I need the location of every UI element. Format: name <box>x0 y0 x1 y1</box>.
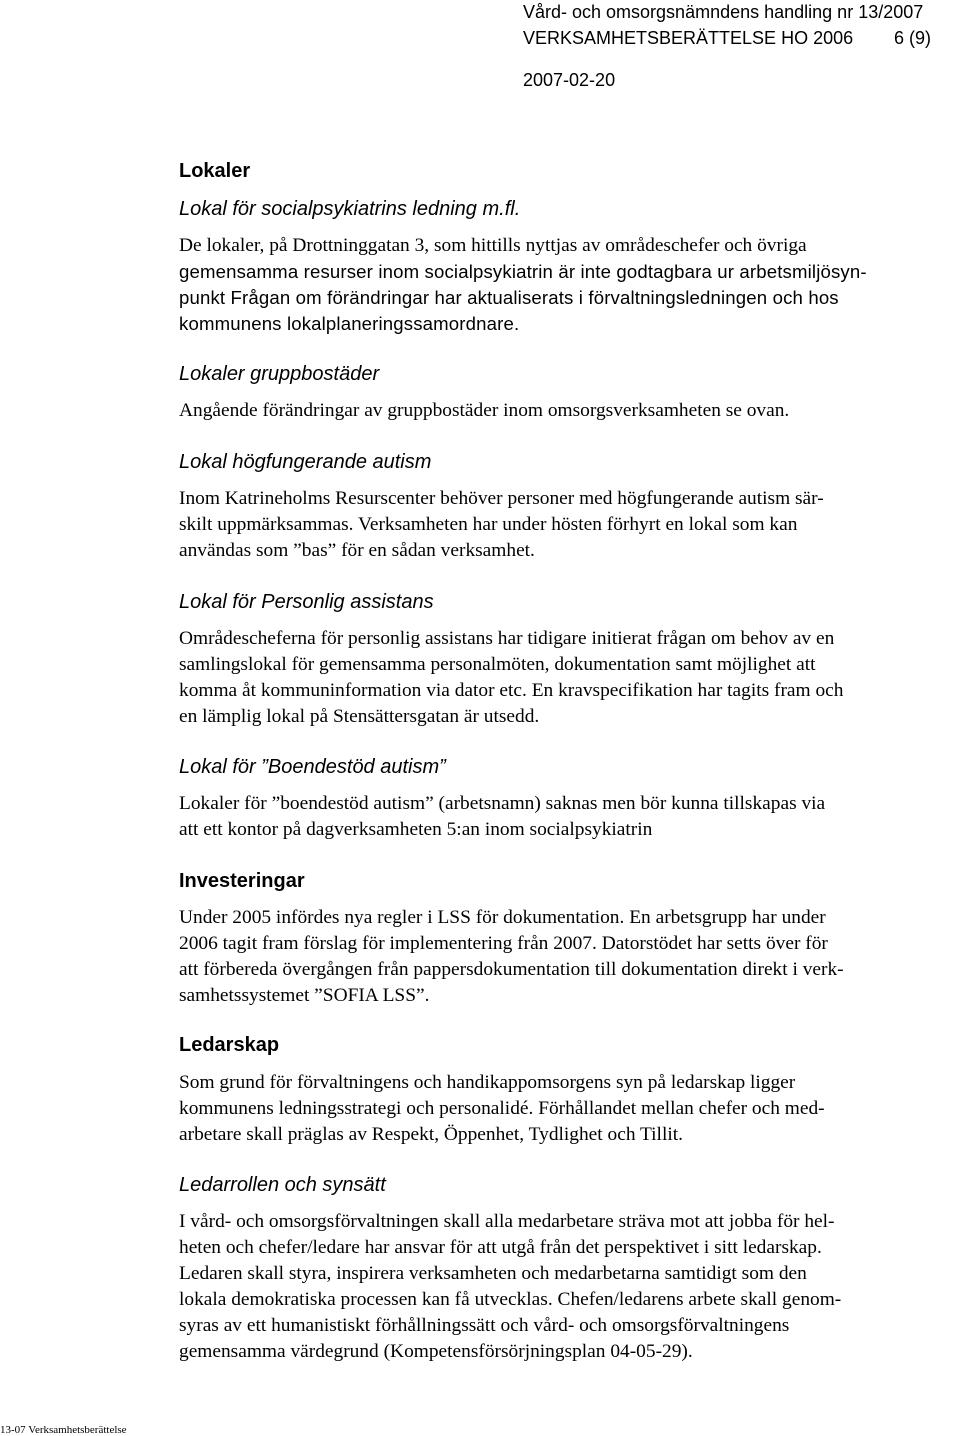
document-title: Vård- och omsorgsnämndens handling nr 13/2007 <box>523 2 924 22</box>
paragraph-investeringar <box>179 905 949 1009</box>
paragraph-boendestod-autism <box>179 791 949 843</box>
page-number: 6 (9) <box>894 28 932 48</box>
subheading-personlig-assistans: Lokal för Personlig assistans <box>179 591 434 613</box>
text-line: heten och chefer/ledare har ansvar för att utgå från det perspektivet i sitt ledarskap. <box>179 1237 822 1258</box>
heading-ledarskap: Ledarskap <box>179 1034 280 1056</box>
text-line: en lämplig lokal på Stensättersgatan är utsedd. <box>179 706 540 727</box>
text-line: Ledaren skall styra, inspirera verksamheten och medarbetarna samtidigt som den <box>179 1263 807 1284</box>
text-line: Områdescheferna för personlig assistans har tidigare initierat frågan om behov av en <box>179 628 835 649</box>
subheading-socialpsykiatri-lokal: Lokal för socialpsykiatrins ledning m.fl. <box>179 198 521 220</box>
text-line: kommunens ledningsstrategi och personalidé. Förhållandet mellan chefer och med- <box>179 1098 825 1119</box>
text-line: samhetssystemet ”SOFIA LSS”. <box>179 985 430 1006</box>
text-line: gemensamma värdegrund (Kompetensförsörjningsplan 04-05-29). <box>179 1341 693 1362</box>
subheading-gruppbostader: Lokaler gruppbostäder <box>179 363 380 385</box>
text-line: De lokaler, på Drottninggatan 3, som hittills nyttjas av områdeschefer och övriga <box>179 235 807 256</box>
heading-lokaler: Lokaler <box>179 160 251 182</box>
text-line: användas som ”bas” för en sådan verksamhet. <box>179 540 535 561</box>
text-line: Angående förändringar av gruppbostäder inom omsorgsverksamheten se ovan. <box>179 400 790 421</box>
text-line: Inom Katrineholms Resurscenter behöver personer med högfungerande autism sär- <box>179 488 824 509</box>
text-line: att förbereda övergången från pappersdokumentation till dokumentation direkt i verk- <box>179 959 844 980</box>
text-line: arbetare skall präglas av Respekt, Öppenhet, Tydlighet och Tillit. <box>179 1124 683 1145</box>
subheading-ledarrollen: Ledarrollen och synsätt <box>179 1174 386 1196</box>
page-footer: 13-07 Verksamhetsberättelse <box>0 1424 127 1436</box>
text-line: Som grund för förvaltningens och handikappomsorgens syn på ledarskap ligger <box>179 1072 796 1093</box>
paragraph-gruppbostader <box>179 398 949 424</box>
text-line: samlingslokal för gemensamma personalmöten, dokumentation samt möjlighet att <box>179 654 816 675</box>
text-line: att ett kontor på dagverksamheten 5:an inom socialpsykiatrin <box>179 819 653 840</box>
text-line: syras av ett humanistiskt förhållningssätt och vård- och omsorgsförvaltningens <box>179 1315 790 1336</box>
text-line: 2006 tagit fram förslag för implementering från 2007. Datorstödet har setts över för <box>179 933 828 954</box>
paragraph-hogfungerande-autism <box>179 486 949 564</box>
text-line: Lokaler för ”boendestöd autism” (arbetsnamn) saknas men bör kunna tillskapas via <box>179 793 826 814</box>
text-line: lokala demokratiska processen kan få utvecklas. Chefen/ledarens arbete skall genom- <box>179 1289 842 1310</box>
paragraph-ledarskap <box>179 1070 949 1148</box>
text-line: skilt uppmärksammas. Verksamheten har under hösten förhyrt en lokal som kan <box>179 514 798 535</box>
subheading-hogfungerande-autism: Lokal högfungerande autism <box>179 451 432 473</box>
heading-investeringar: Investeringar <box>179 870 305 892</box>
document-date: 2007-02-20 <box>523 70 616 90</box>
paragraph-socialpsykiatri-lokal <box>179 233 949 337</box>
text-line: komma åt kommuninformation via dator etc. En kravspecifikation har tagits fram och <box>179 680 844 701</box>
report-title: VERKSAMHETSBERÄTTELSE HO 2006 <box>523 28 854 48</box>
text-line: Under 2005 infördes nya regler i LSS för dokumentation. En arbetsgrupp har under <box>179 907 826 928</box>
text-line: kommunens lokalplaneringssamordnare. <box>179 313 520 334</box>
text-line: punkt Frågan om förändringar har aktualiserats i förvaltningsledningen och hos <box>179 287 839 308</box>
subheading-boendestod-autism: Lokal för ”Boendestöd autism” <box>179 756 446 778</box>
text-line: gemensamma resurser inom socialpsykiatrin är inte godtagbara ur arbetsmiljösyn- <box>179 261 867 282</box>
text-line: I vård- och omsorgsförvaltningen skall alla medarbetare sträva mot att jobba för hel- <box>179 1211 835 1232</box>
paragraph-ledarrollen <box>179 1209 949 1365</box>
paragraph-personlig-assistans <box>179 626 949 730</box>
